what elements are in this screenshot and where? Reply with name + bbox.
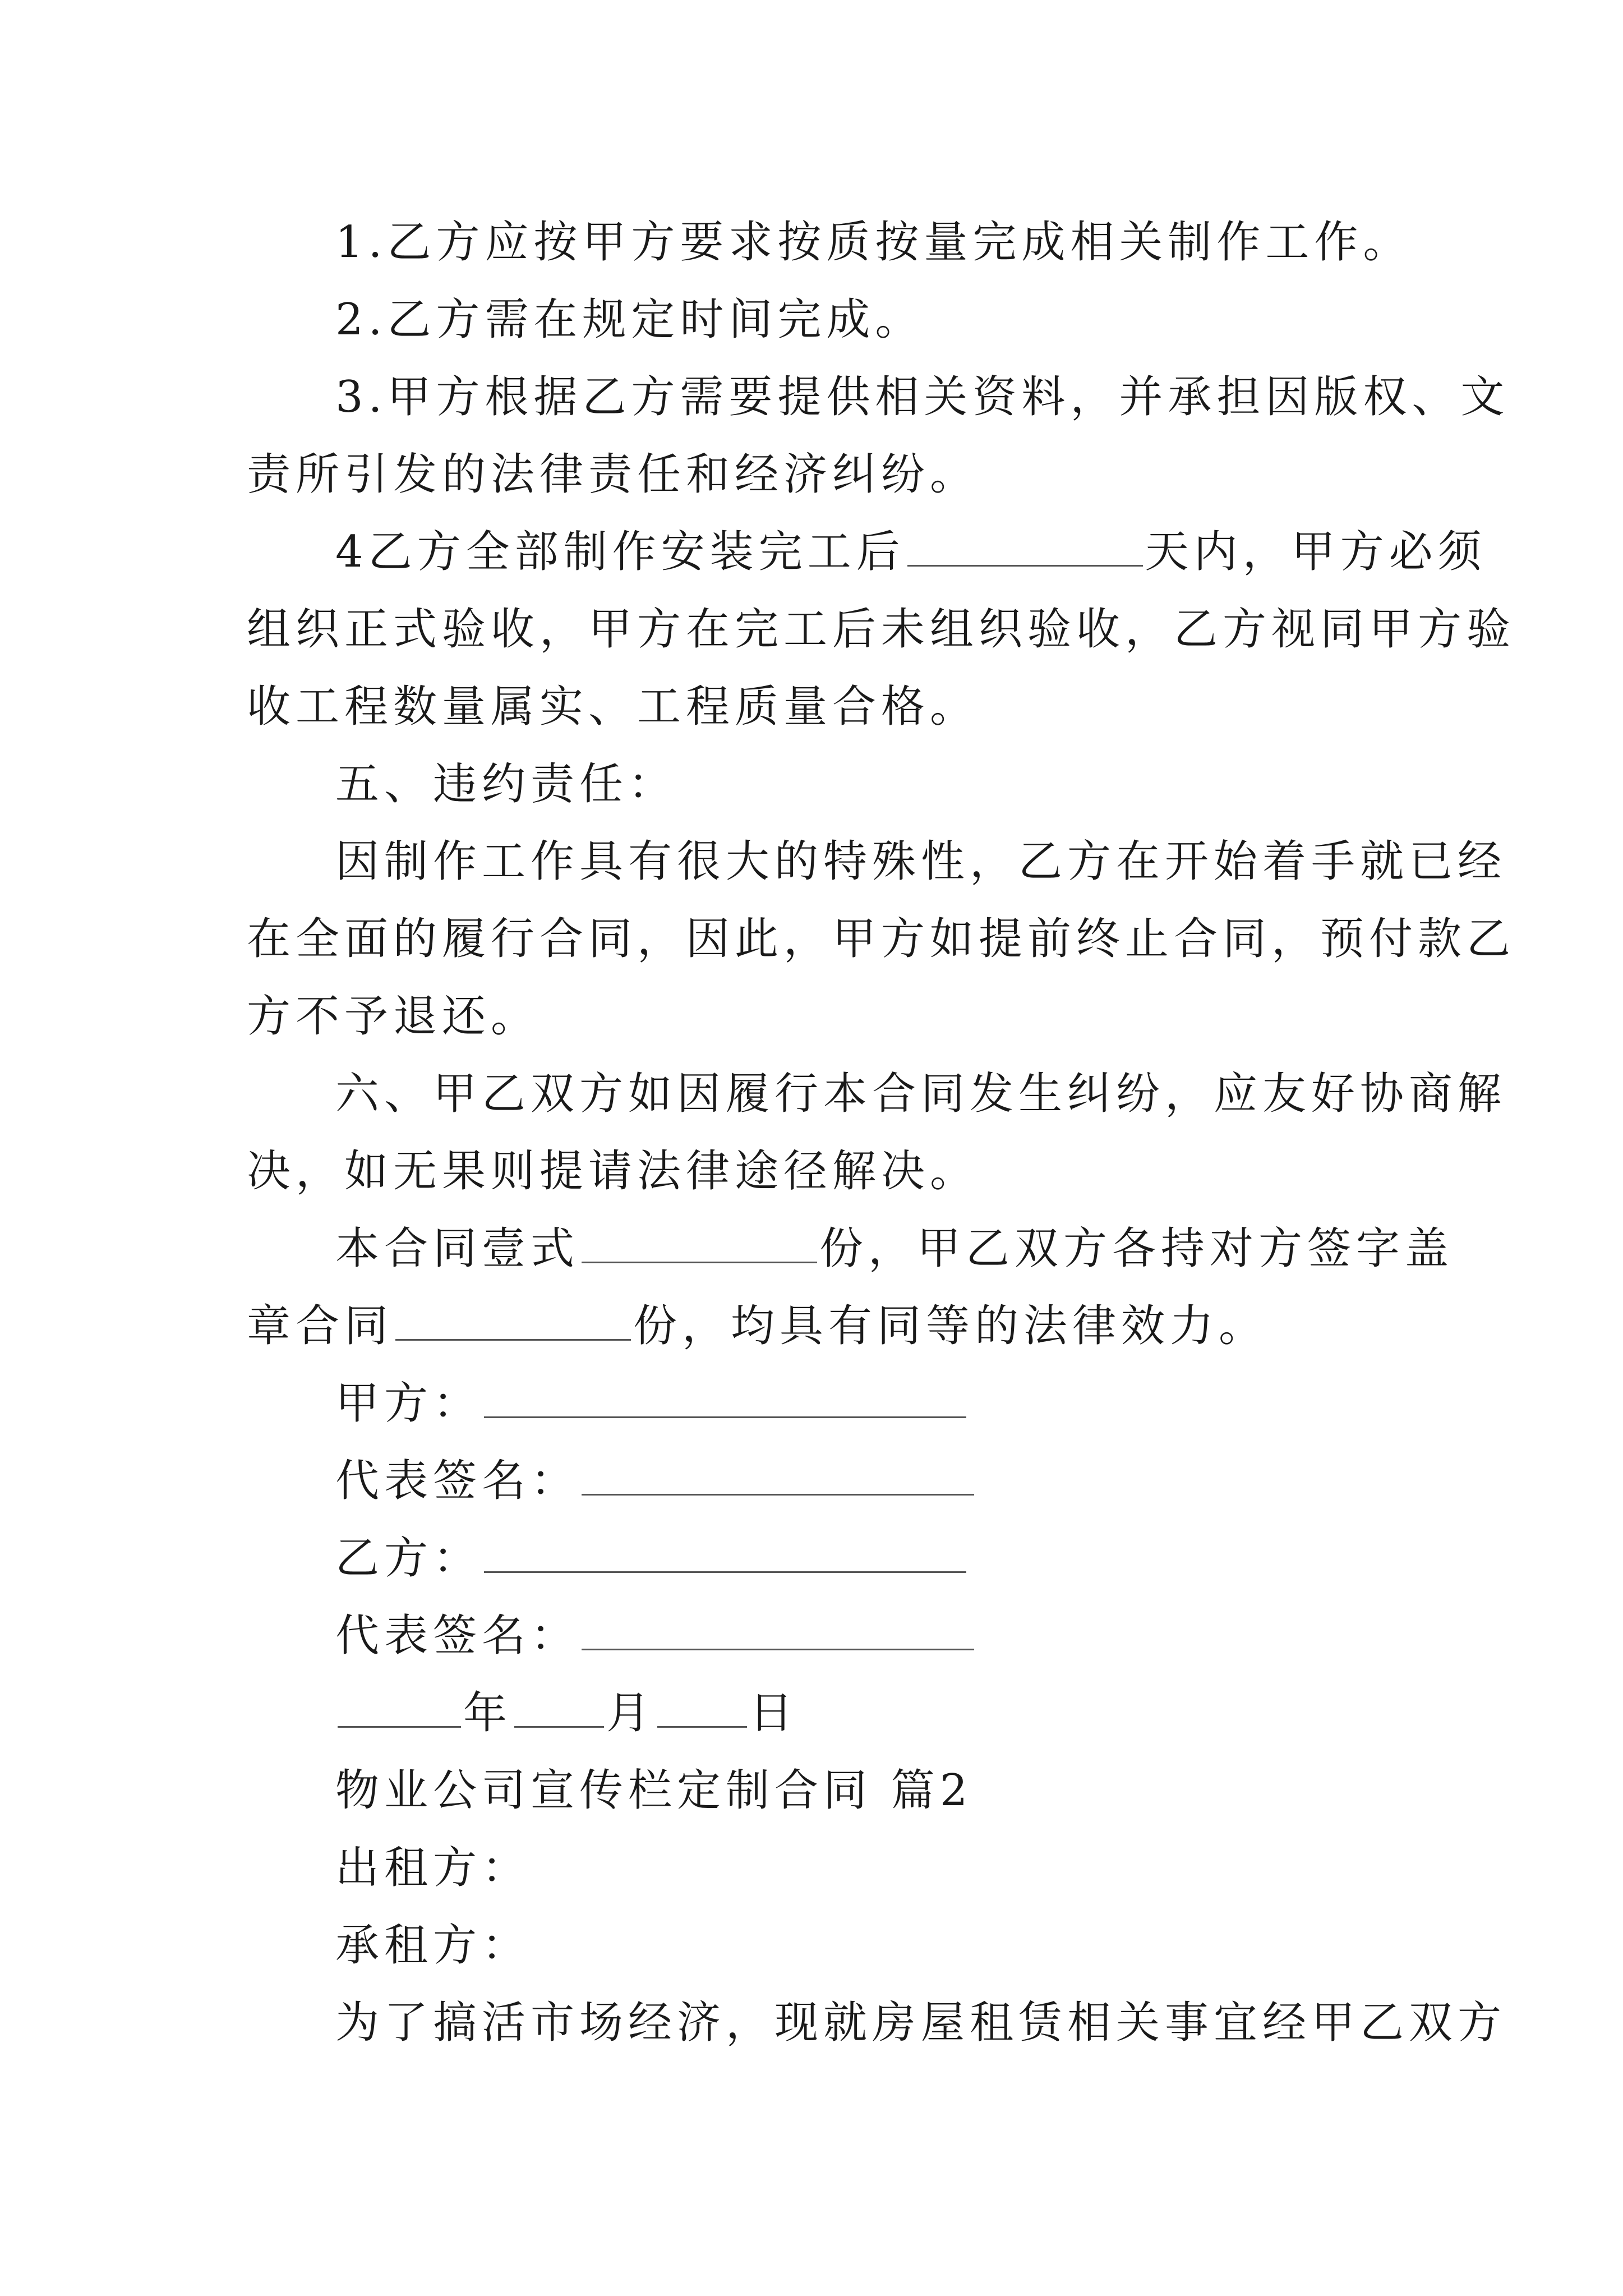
- clause-4-line-2: 组织正式验收，甲方在完工后未组织验收，乙方视同甲方验: [247, 604, 1516, 655]
- clause-3-line-1: 3.甲方根据乙方需要提供相关资料，并承担因版权、文: [335, 372, 1510, 422]
- party-b-line: [335, 1530, 969, 1586]
- copies-text-b: 份，甲乙双方各持对方签字盖: [819, 1223, 1454, 1274]
- year-label: 年: [463, 1688, 513, 1738]
- section-5-line-1: 因制作工作具有很大的特殊性，乙方在开始着手就已经: [335, 836, 1507, 887]
- rep-a-line: [335, 1453, 976, 1509]
- party-a-line: [335, 1375, 969, 1432]
- day-blank: [657, 1691, 747, 1728]
- month-label: 月: [606, 1688, 656, 1738]
- contract-2-title: 物业公司宣传栏定制合同 篇2: [335, 1765, 973, 1816]
- clause-4-text-b: 天内，甲方必须: [1145, 527, 1487, 577]
- party-a-label: 甲方：: [335, 1378, 482, 1429]
- clause-3-line-2: 责所引发的法律责任和经济纠纷。: [247, 449, 979, 500]
- party-b-label: 乙方：: [335, 1533, 482, 1584]
- date-line: [335, 1685, 798, 1741]
- rep-a-label: 代表签名：: [335, 1456, 580, 1506]
- rep-b-label: 代表签名：: [335, 1611, 580, 1661]
- year-blank: [338, 1691, 461, 1728]
- copies-text-d: 份，均具有同等的法律效力。: [633, 1301, 1268, 1351]
- copies-line-2: [247, 1298, 1267, 1354]
- section-5-line-2: 在全面的履行合同，因此，甲方如提前终止合同，预付款乙: [247, 914, 1516, 964]
- days-blank: [907, 530, 1143, 567]
- section-5-line-3: 方不予退还。: [247, 991, 540, 1042]
- clause-4-line-3: 收工程数量属实、工程质量合格。: [247, 682, 979, 732]
- copies-line-1: [335, 1221, 1454, 1277]
- section-5-heading: 五、违约责任：: [335, 759, 677, 809]
- section-6-line-2: 决，如无果则提请法律途径解决。: [247, 1146, 979, 1197]
- month-blank: [514, 1691, 604, 1728]
- rep-b-line: [335, 1608, 976, 1664]
- party-b-blank: [484, 1536, 966, 1573]
- contract-2-intro: 为了搞活市场经济，现就房屋租赁相关事宜经甲乙双方: [335, 1998, 1507, 2048]
- party-a-blank: [484, 1382, 966, 1418]
- day-label: 日: [749, 1688, 799, 1738]
- rep-a-blank: [582, 1459, 974, 1496]
- rep-b-blank: [582, 1614, 974, 1650]
- clause-4-line-1: [335, 524, 1487, 580]
- copies-held-blank: [395, 1304, 631, 1341]
- copies-text-c: 章合同: [247, 1301, 394, 1351]
- lessor-label: 出租方：: [335, 1843, 531, 1893]
- copies-text-a: 本合同壹式: [335, 1223, 580, 1274]
- section-6-line-1: 六、甲乙双方如因履行本合同发生纠纷，应友好协商解: [335, 1069, 1507, 1119]
- lessee-label: 承租方：: [335, 1920, 531, 1971]
- clause-2: 2.乙方需在规定时间完成。: [335, 295, 924, 345]
- clause-1: 1.乙方应按甲方要求按质按量完成相关制作工作。: [335, 217, 1412, 268]
- copies-count-blank: [582, 1227, 817, 1263]
- clause-4-text-a: 4乙方全部制作安装完工后: [335, 527, 905, 577]
